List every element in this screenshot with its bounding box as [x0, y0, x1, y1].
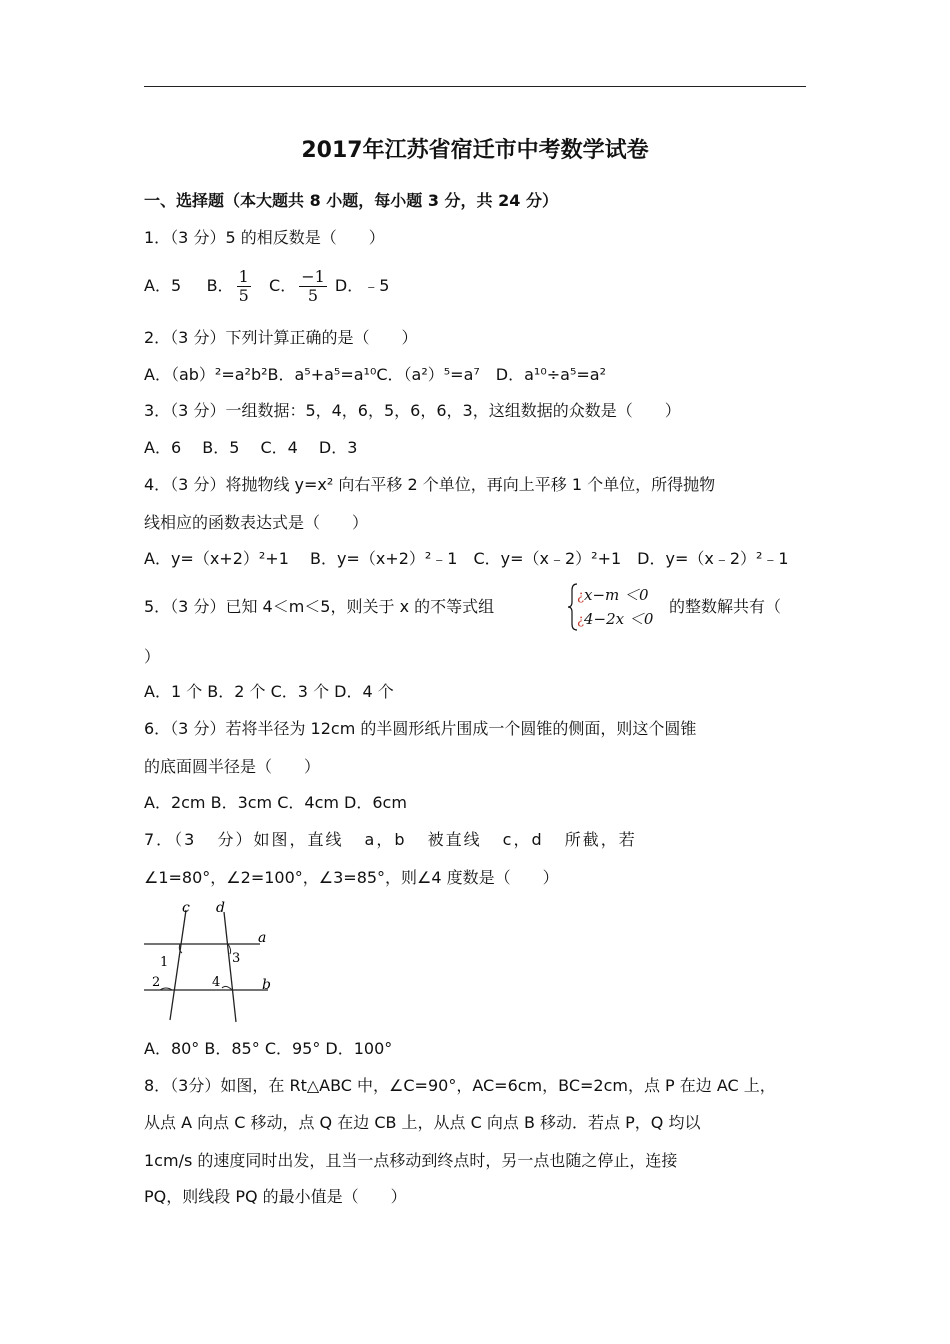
question-5-stem-line2: ） — [144, 647, 161, 666]
label-a: a — [258, 930, 267, 946]
question-5-stem-post: 的整数解共有（ — [669, 597, 782, 616]
question-8-stem-line3: 1cm/s 的速度同时出发，且当一点移动到终点时，另一点也随之停止，连接 — [144, 1151, 678, 1170]
angle-label-3: 3 — [232, 951, 241, 966]
inequality-system — [567, 582, 671, 632]
header-rule — [144, 86, 806, 87]
question-2-options: A．（ab）²=a²b²B．a⁵+a⁵=a¹⁰C．（a²）⁵=a⁷ D．a¹⁰÷a⁵=a² — [144, 365, 607, 384]
label-d: d — [216, 900, 225, 916]
question-2-stem: 2．（3 分）下列计算正确的是（ ） — [144, 328, 418, 347]
question-5-options: A．1 个 B．2 个 C．3 个 D．4 个 — [144, 682, 394, 701]
question-8-stem-line2: 从点 A 向点 C 移动，点 Q 在边 CB 上，从点 C 向点 B 移动．若点 P，Q 均以 — [144, 1113, 701, 1132]
question-7-options: A．80° B．85° C．95° D．100° — [144, 1039, 393, 1058]
fraction-neg-one-fifth: $\frac{-1}{5}$ — [301, 267, 325, 305]
inequality-row-1: ¿x−m ＜0 — [577, 586, 649, 604]
inequality-row-2: ¿4−2x ＜0 — [577, 610, 654, 628]
angle-label-4: 4 — [212, 975, 221, 990]
option-a: A．5 — [144, 276, 182, 295]
fraction-one-fifth: $\frac{1}{5}$ — [238, 267, 249, 305]
question-1-options — [144, 266, 389, 306]
question-1-stem: 1．（3 分）5 的相反数是（ ） — [144, 228, 385, 247]
question-4-stem-line1: 4．（3 分）将抛物线 y=x² 向右平移 2 个单位，再向上平移 1 个单位，所得抛物 — [144, 475, 716, 494]
label-c: c — [182, 900, 190, 916]
label-b: b — [262, 977, 271, 993]
page-title: 2017年江苏省宿迁市中考数学试卷 — [301, 138, 649, 163]
question-4-stem-line2: 线相应的函数表达式是（ ） — [144, 513, 369, 532]
question-4-options: A．y=（x+2）²+1 B．y=（x+2）²﹣1 C．y=（x﹣2）²+1 D．y=（x﹣2）²﹣1 — [144, 549, 789, 568]
question-6-stem-line2: 的底面圆半径是（ ） — [144, 757, 321, 776]
option-b: B． — [206, 276, 234, 295]
question-5-stem-pre: 5．（3 分）已知 4＜m＜5，则关于 x 的不等式组 — [144, 597, 495, 616]
question-6-options: A．2cm B．3cm C．4cm D．6cm — [144, 793, 407, 812]
question-3-options: A．6 B．5 C．4 D．3 — [144, 438, 358, 457]
angle-label-2: 2 — [152, 975, 161, 990]
question-3-stem: 3．（3 分）一组数据：5，4，6，5，6，6，3，这组数据的众数是（ ） — [144, 401, 681, 420]
option-d: D．﹣5 — [334, 276, 390, 295]
question-7-stem-line1: 7．（3 分）如图，直线 a，b 被直线 c，d 所截，若 — [144, 830, 637, 849]
option-c: C． — [269, 276, 297, 295]
parallel-lines-figure — [142, 898, 282, 1024]
angle-label-1: 1 — [160, 955, 169, 970]
question-7-stem-line2: ∠1=80°，∠2=100°，∠3=85°，则∠4 度数是（ ） — [144, 868, 559, 887]
question-8-stem-line4: PQ，则线段 PQ 的最小值是（ ） — [144, 1187, 407, 1206]
question-6-stem-line1: 6．（3 分）若将半径为 12cm 的半圆形纸片围成一个圆锥的侧面，则这个圆锥 — [144, 719, 697, 738]
section-heading: 一、选择题（本大题共 8 小题，每小题 3 分，共 24 分） — [144, 191, 558, 210]
question-8-stem-line1: 8．（3分）如图，在 Rt△ABC 中，∠C=90°，AC=6cm，BC=2cm，点 P 在边 AC 上， — [144, 1076, 776, 1095]
